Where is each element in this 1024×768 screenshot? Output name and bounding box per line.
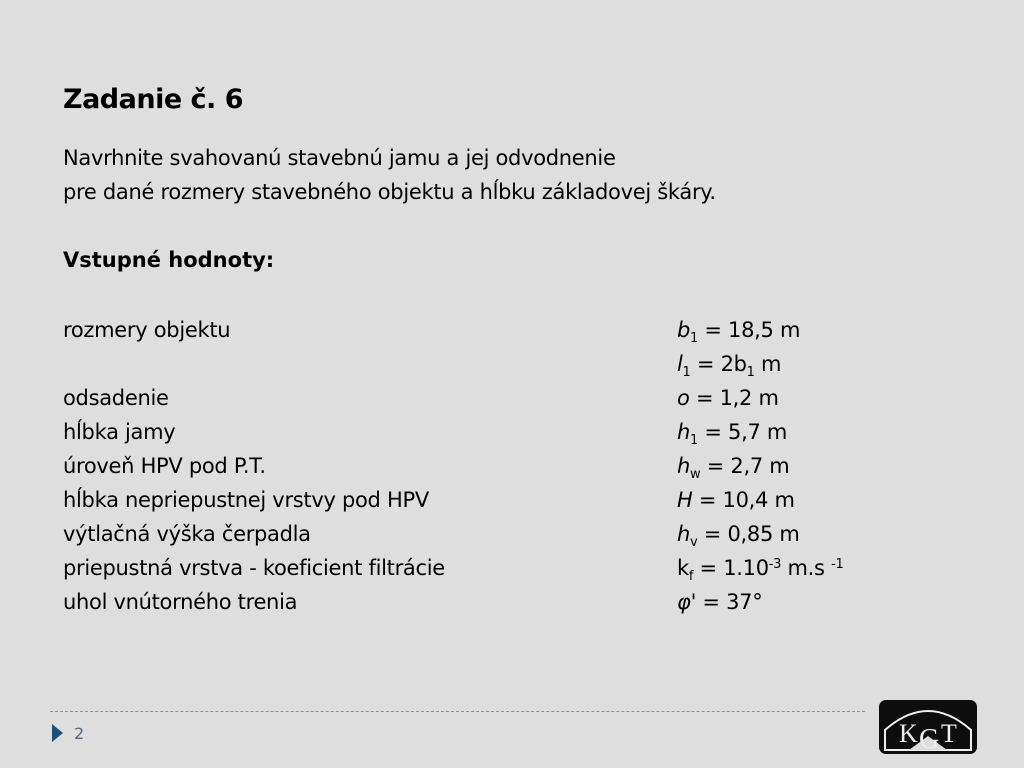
input-label: hĺbka jamy — [63, 420, 176, 444]
value-segment: w — [690, 467, 701, 482]
value-segment: 1 — [690, 433, 698, 448]
value-segment: h — [677, 454, 691, 478]
value-segment: = 18,5 m — [698, 318, 801, 342]
value-segment: 1 — [746, 365, 755, 380]
input-value — [677, 386, 779, 410]
value-segment: H — [677, 488, 693, 512]
next-slide-arrow-icon[interactable] — [52, 724, 63, 742]
input-value — [677, 420, 787, 448]
value-segment: k — [677, 556, 689, 580]
value-segment: h — [677, 420, 691, 444]
input-label: rozmery objektu — [63, 318, 231, 342]
value-segment: = 2b — [690, 352, 747, 376]
value-segment: 1 — [682, 365, 691, 380]
input-row — [63, 386, 963, 420]
input-row — [63, 352, 963, 386]
input-label: hĺbka nepriepustnej vrstvy pod HPV — [63, 488, 429, 512]
input-label: priepustná vrstva - koeficient filtrácie — [63, 556, 445, 580]
value-segment: φ — [677, 590, 691, 614]
input-label: uhol vnútorného trenia — [63, 590, 298, 614]
input-value — [677, 352, 781, 380]
value-segment: = 10,4 m — [692, 488, 795, 512]
value-segment: m.s — [781, 556, 832, 580]
slide-title: Zadanie č. 6 — [63, 84, 243, 115]
page-number: 2 — [74, 724, 85, 743]
value-segment: -3 — [768, 557, 782, 572]
input-row — [63, 522, 963, 556]
input-value — [677, 522, 800, 550]
input-label: úroveň HPV pod P.T. — [63, 454, 266, 478]
svg-text:T: T — [941, 719, 957, 748]
value-segment: = 5,7 m — [698, 420, 788, 444]
value-segment: = 1.10 — [693, 556, 769, 580]
footer-divider — [50, 711, 865, 712]
input-label: odsadenie — [63, 386, 169, 410]
value-segment: o — [677, 386, 690, 410]
svg-text:G: G — [919, 724, 940, 754]
value-segment: = 1,2 m — [689, 386, 779, 410]
value-segment: = 2,7 m — [700, 454, 790, 478]
input-value — [677, 318, 800, 346]
value-segment: f — [688, 569, 694, 584]
input-row — [63, 488, 963, 522]
value-segment: b — [677, 318, 691, 342]
description-line-1: Navrhnite svahovanú stavebnú jamu a jej odvodnenie — [63, 146, 616, 170]
value-segment: v — [690, 535, 698, 550]
kgt-logo — [879, 700, 977, 754]
value-segment: = 0,85 m — [697, 522, 800, 546]
input-value — [677, 556, 843, 584]
input-value — [677, 590, 762, 614]
input-value — [677, 488, 795, 512]
input-row — [63, 318, 963, 352]
value-segment: -1 — [831, 557, 844, 572]
svg-text:K: K — [899, 719, 918, 748]
description-line-2: pre dané rozmery stavebného objektu a hĺbku základovej škáry. — [63, 180, 716, 204]
input-value — [677, 454, 789, 482]
value-segment: l — [677, 352, 683, 376]
value-segment: m — [754, 352, 782, 376]
value-segment: 1 — [690, 331, 699, 346]
value-segment: ' = 37° — [690, 590, 763, 614]
input-row — [63, 454, 963, 488]
input-row — [63, 420, 963, 454]
input-row — [63, 590, 963, 624]
input-label: výtlačná výška čerpadla — [63, 522, 311, 546]
inputs-heading: Vstupné hodnoty: — [63, 248, 275, 272]
value-segment: h — [677, 522, 691, 546]
input-row — [63, 556, 963, 590]
